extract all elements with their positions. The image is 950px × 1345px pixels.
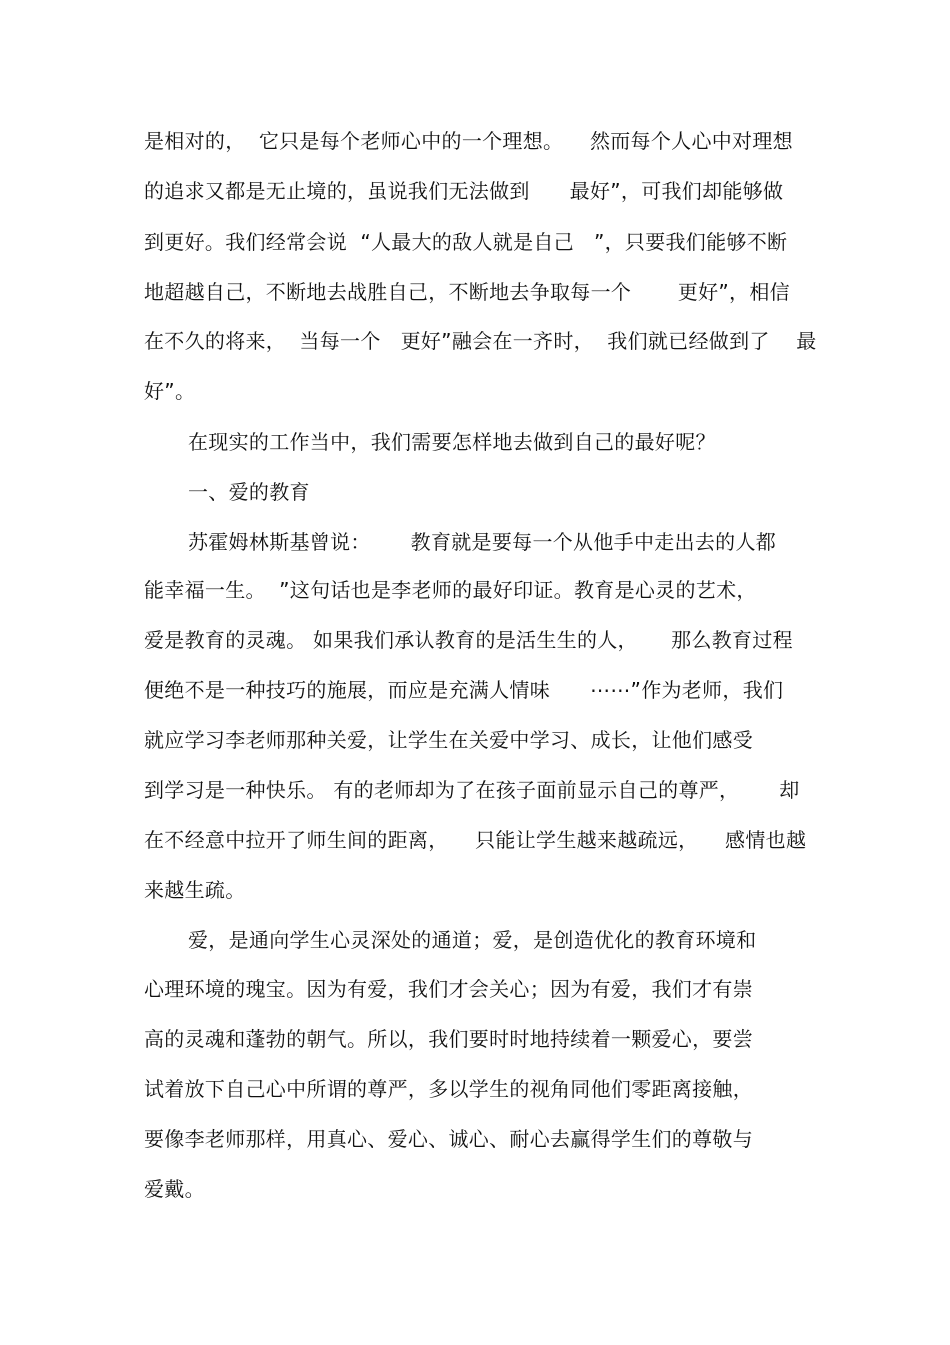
- paragraph-line: 高的灵魂和蓬勃的朝气。所以，我们要时时地持续着一颗爱心，要尝: [144, 1027, 753, 1051]
- paragraph-line: 到学习是一种快乐。 有的老师却为了在孩子面前显示自己的尊严， 却: [144, 778, 800, 802]
- paragraph-line: 爱戴。: [144, 1177, 205, 1201]
- paragraph-line: 在不久的将来， 当每一个 更好”融会在一齐时， 我们就已经做到了 最: [144, 329, 817, 353]
- paragraph-line: 要像李老师那样，用真心、爱心、诚心、耐心去赢得学生们的尊敬与: [144, 1127, 753, 1151]
- paragraph-line: 地超越自己，不断地去战胜自己，不断地去争取每一个 更好”，相信: [144, 280, 790, 304]
- section-heading: 一、爱的教育: [188, 480, 310, 504]
- paragraph-line: 来越生疏。: [144, 878, 246, 902]
- paragraph-line: 便绝不是一种技巧的施展，而应是充满人情味 ⋯⋯”作为老师，我们: [144, 678, 784, 702]
- paragraph-line: 好”。: [144, 379, 196, 403]
- paragraph-line: 在不经意中拉开了师生间的距离， 只能让学生越来越疏远， 感情也越: [144, 828, 807, 852]
- paragraph-line: 到更好。我们经常会说 “人最大的敌人就是自己 ”，只要我们能够不断: [144, 230, 788, 254]
- paragraph-line: 爱，是通向学生心灵深处的通道；爱，是创造优化的教育环境和: [188, 928, 757, 952]
- paragraph-line: 的追求又都是无止境的，虽说我们无法做到 最好”，可我们却能够做: [144, 179, 784, 203]
- paragraph-line: 心理环境的瑰宝。因为有爱，我们才会关心；因为有爱，我们才有崇: [144, 977, 753, 1001]
- paragraph-line: 能幸福一生。 ”这句话也是李老师的最好印证。教育是心灵的艺术，: [144, 578, 757, 602]
- paragraph-line: 是相对的， 它只是每个老师心中的一个理想。 然而每个人心中对理想: [144, 129, 793, 153]
- paragraph-line: 就应学习李老师那种关爱，让学生在关爱中学习、成长，让他们感受: [144, 728, 753, 752]
- paragraph-line: 爱是教育的灵魂。 如果我们承认教育的是活生生的人， 那么教育过程: [144, 628, 793, 652]
- paragraph-line: 试着放下自己心中所谓的尊严，多以学生的视角同他们零距离接触，: [144, 1077, 753, 1101]
- paragraph-line: 在现实的工作当中，我们需要怎样地去做到自己的最好呢？: [188, 430, 716, 454]
- paragraph-line: 苏霍姆林斯基曾说： 教育就是要每一个从他手中走出去的人都: [188, 530, 777, 554]
